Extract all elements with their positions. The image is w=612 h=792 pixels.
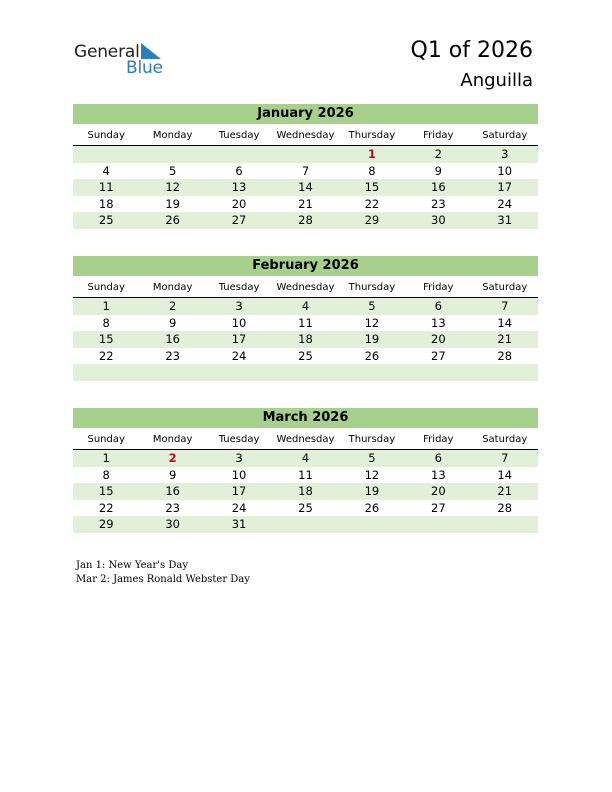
week-row bbox=[73, 212, 538, 229]
day-cell: 15 bbox=[364, 180, 380, 194]
day-cell: 27 bbox=[231, 213, 247, 227]
day-cell bbox=[405, 364, 471, 381]
day-cell: 21 bbox=[497, 332, 513, 346]
day-cell: 28 bbox=[497, 500, 513, 515]
day-cell: 2 bbox=[168, 451, 177, 465]
week-row bbox=[73, 331, 538, 348]
day-cell: 31 bbox=[231, 517, 247, 531]
weekday-label: Friday bbox=[423, 130, 454, 141]
week-row bbox=[73, 467, 538, 484]
day-cell: 13 bbox=[431, 467, 446, 482]
weekday-label: Sunday bbox=[87, 130, 125, 141]
day-cell: 14 bbox=[298, 180, 313, 194]
day-cell: 21 bbox=[497, 484, 513, 498]
day-cell bbox=[272, 364, 338, 381]
day-cell: 18 bbox=[98, 196, 114, 211]
day-cell: 19 bbox=[364, 332, 380, 346]
day-cell bbox=[139, 146, 205, 163]
weekday-label: Sunday bbox=[87, 282, 125, 293]
day-cell: 8 bbox=[368, 163, 376, 178]
day-cell bbox=[73, 364, 139, 381]
weekday-label: Friday bbox=[423, 282, 454, 293]
week-row bbox=[73, 163, 538, 180]
day-cell: 16 bbox=[165, 484, 180, 498]
day-cell: 9 bbox=[434, 163, 442, 178]
day-cell: 7 bbox=[301, 163, 310, 178]
week-row bbox=[73, 364, 538, 381]
weekday-label: Thursday bbox=[348, 282, 396, 293]
day-cell: 27 bbox=[431, 500, 446, 515]
day-cell: 13 bbox=[231, 180, 247, 194]
day-cell: 14 bbox=[497, 315, 513, 330]
day-cell: 31 bbox=[497, 213, 513, 227]
day-cell: 1 bbox=[102, 451, 110, 465]
day-cell: 16 bbox=[165, 332, 180, 346]
day-cell: 27 bbox=[431, 348, 446, 363]
day-cell: 17 bbox=[231, 484, 247, 498]
weekday-label: Sunday bbox=[87, 434, 125, 445]
day-cell: 1 bbox=[367, 147, 376, 161]
day-cell: 21 bbox=[298, 196, 313, 211]
calendar-february bbox=[73, 256, 538, 381]
day-cell: 15 bbox=[98, 332, 114, 346]
day-cell: 5 bbox=[168, 163, 177, 178]
day-cell: 24 bbox=[231, 500, 247, 515]
day-cell: 29 bbox=[364, 213, 380, 227]
day-cell bbox=[339, 516, 405, 533]
weekday-header-row bbox=[73, 128, 538, 146]
day-cell: 4 bbox=[301, 299, 310, 313]
weekday-label: Thursday bbox=[348, 130, 396, 141]
weekday-label: Wednesday bbox=[276, 282, 335, 293]
weekday-label: Wednesday bbox=[276, 130, 335, 141]
week-row bbox=[73, 146, 538, 163]
calendar-march bbox=[73, 408, 538, 533]
day-cell: 24 bbox=[497, 196, 513, 211]
day-cell bbox=[272, 146, 338, 163]
day-cell: 23 bbox=[165, 500, 180, 515]
page-title: Q1 of 2026 bbox=[410, 38, 533, 63]
day-cell: 30 bbox=[165, 517, 180, 531]
day-cell: 8 bbox=[102, 467, 110, 482]
weekday-label: Thursday bbox=[348, 434, 396, 445]
day-cell: 18 bbox=[298, 484, 313, 498]
month-header: February 2026 bbox=[73, 256, 538, 276]
day-cell: 26 bbox=[364, 500, 380, 515]
day-cell: 28 bbox=[497, 348, 513, 363]
week-row bbox=[73, 348, 538, 365]
holiday-item: Mar 2: James Ronald Webster Day bbox=[76, 574, 250, 585]
day-cell: 23 bbox=[431, 196, 446, 211]
brand-logo bbox=[74, 42, 174, 78]
day-cell: 13 bbox=[431, 315, 446, 330]
day-cell bbox=[272, 516, 338, 533]
day-cell: 20 bbox=[431, 332, 446, 346]
day-cell: 16 bbox=[431, 180, 446, 194]
week-row bbox=[73, 298, 538, 315]
day-cell bbox=[472, 516, 538, 533]
week-row bbox=[73, 196, 538, 213]
day-cell: 22 bbox=[98, 348, 114, 363]
weekday-label: Tuesday bbox=[218, 130, 260, 141]
brand-blue: Blue bbox=[126, 58, 163, 78]
day-cell: 17 bbox=[497, 180, 513, 194]
day-cell: 20 bbox=[231, 196, 247, 211]
brand-general: General bbox=[74, 42, 140, 62]
weekday-header-row bbox=[73, 432, 538, 450]
weekday-label: Tuesday bbox=[218, 434, 260, 445]
week-row bbox=[73, 450, 538, 467]
day-cell: 5 bbox=[368, 451, 376, 465]
day-cell: 25 bbox=[98, 213, 114, 227]
day-cell: 10 bbox=[497, 163, 513, 178]
weekday-label: Wednesday bbox=[276, 434, 335, 445]
weekday-label: Saturday bbox=[482, 130, 528, 141]
day-cell: 7 bbox=[501, 299, 509, 313]
day-cell: 19 bbox=[364, 484, 380, 498]
day-cell: 3 bbox=[501, 147, 509, 161]
week-row bbox=[73, 315, 538, 332]
day-cell bbox=[206, 146, 272, 163]
weekday-label: Saturday bbox=[482, 282, 528, 293]
weekday-label: Monday bbox=[152, 434, 193, 445]
day-cell: 9 bbox=[168, 315, 177, 330]
week-row bbox=[73, 500, 538, 517]
calendar-january bbox=[73, 104, 538, 229]
day-cell: 25 bbox=[298, 500, 313, 515]
weekday-label: Friday bbox=[423, 434, 454, 445]
day-cell: 20 bbox=[431, 484, 446, 498]
day-cell: 24 bbox=[231, 348, 247, 363]
day-cell: 26 bbox=[165, 213, 180, 227]
day-cell: 26 bbox=[364, 348, 380, 363]
day-cell: 11 bbox=[298, 315, 313, 330]
day-cell: 3 bbox=[235, 451, 243, 465]
day-cell: 1 bbox=[102, 299, 110, 313]
day-cell: 15 bbox=[98, 484, 114, 498]
day-cell: 11 bbox=[298, 467, 313, 482]
weekday-label: Monday bbox=[152, 282, 193, 293]
month-header: January 2026 bbox=[73, 104, 538, 124]
day-cell: 6 bbox=[434, 299, 442, 313]
day-cell: 28 bbox=[298, 213, 313, 227]
weekday-label: Tuesday bbox=[218, 282, 260, 293]
day-cell: 10 bbox=[231, 467, 247, 482]
day-cell: 10 bbox=[231, 315, 247, 330]
day-cell: 7 bbox=[501, 451, 509, 465]
day-cell bbox=[139, 364, 205, 381]
day-cell: 2 bbox=[168, 299, 177, 313]
day-cell: 19 bbox=[165, 196, 180, 211]
weekday-label: Saturday bbox=[482, 434, 528, 445]
month-header: March 2026 bbox=[73, 408, 538, 428]
day-cell: 18 bbox=[298, 332, 313, 346]
country-name: Anguilla bbox=[460, 70, 533, 91]
holiday-item: Jan 1: New Year's Day bbox=[76, 560, 188, 571]
day-cell: 6 bbox=[434, 451, 442, 465]
day-cell: 11 bbox=[98, 180, 114, 194]
day-cell: 25 bbox=[298, 348, 313, 363]
day-cell: 22 bbox=[98, 500, 114, 515]
day-cell bbox=[73, 146, 139, 163]
day-cell: 5 bbox=[368, 299, 376, 313]
week-row bbox=[73, 516, 538, 533]
day-cell: 4 bbox=[301, 451, 310, 465]
day-cell: 12 bbox=[364, 315, 380, 330]
day-cell bbox=[206, 364, 272, 381]
day-cell: 2 bbox=[434, 147, 442, 161]
day-cell bbox=[472, 364, 538, 381]
week-row bbox=[73, 179, 538, 196]
day-cell: 8 bbox=[102, 315, 110, 330]
day-cell bbox=[339, 364, 405, 381]
day-cell: 30 bbox=[431, 213, 446, 227]
day-cell: 22 bbox=[364, 196, 380, 211]
day-cell: 29 bbox=[98, 517, 114, 531]
day-cell: 3 bbox=[235, 299, 243, 313]
day-cell: 14 bbox=[497, 467, 513, 482]
day-cell: 4 bbox=[102, 163, 110, 178]
day-cell bbox=[405, 516, 471, 533]
day-cell: 17 bbox=[231, 332, 247, 346]
holiday-list bbox=[76, 559, 250, 587]
day-cell: 6 bbox=[235, 163, 243, 178]
week-row bbox=[73, 483, 538, 500]
weekday-label: Monday bbox=[152, 130, 193, 141]
day-cell: 12 bbox=[165, 180, 180, 194]
day-cell: 12 bbox=[364, 467, 380, 482]
day-cell: 9 bbox=[168, 467, 177, 482]
day-cell: 23 bbox=[165, 348, 180, 363]
weekday-header-row bbox=[73, 280, 538, 298]
